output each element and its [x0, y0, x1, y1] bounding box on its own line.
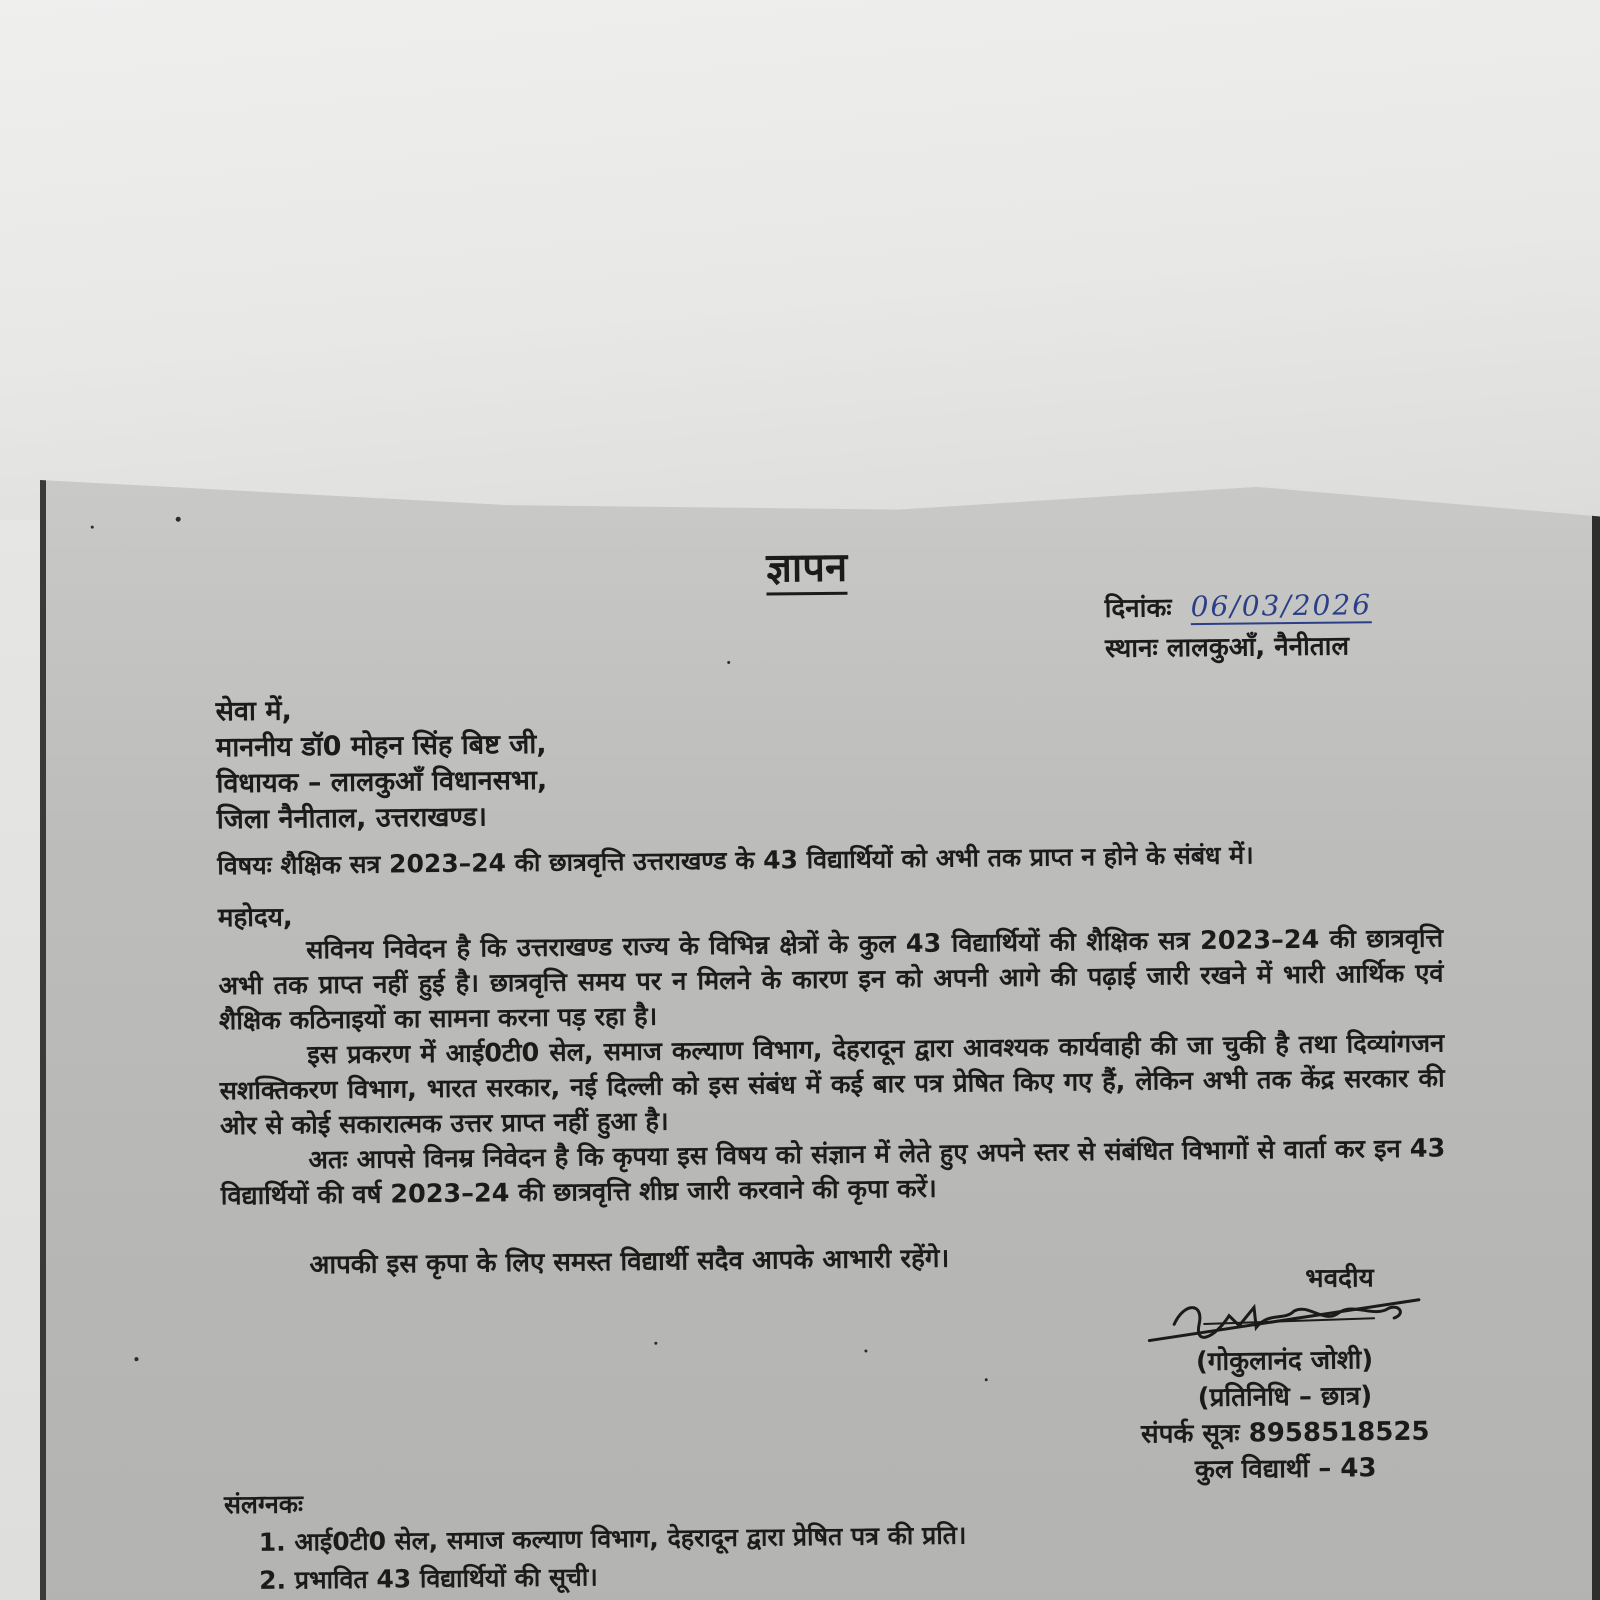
paper-speck: [176, 517, 181, 522]
recipient-line: जिला नैनीताल, उत्तराखण्ड।: [216, 801, 488, 836]
paper-speck: [134, 1357, 138, 1361]
closing-word: भवदीय: [1305, 1263, 1374, 1294]
thanks-line: आपकी इस कृपा के लिए समस्त विद्यार्थी सदैव आपके आभारी रहेंगे।: [309, 1243, 950, 1281]
recipient-address: [216, 691, 548, 838]
letter-body: [218, 921, 1446, 1214]
body-paragraph: सविनय निवेदन है कि उत्तराखण्ड राज्य के विभिन्न क्षेत्रों के कुल 43 विद्यार्थियों की शैक्षिक सत्र 2023–24 की छात्रवृत्ति अभी तक प्राप्त नहीं हुई है। छात्रवृत्ति समय पर न मिलने के कारण इन को अपनी आगे की पढ़ाई जारी रखने में भारी आर्थिक एवं शैक्षिक कठिनाइयों का सामना करना पड़ रहा है।: [218, 923, 1444, 1037]
handwritten-signature: [1144, 1292, 1425, 1345]
enclosure-item: 1. आई0टी0 सेल, समाज कल्याण विभाग, देहरादून द्वारा प्रेषित पत्र की प्रति।: [294, 1517, 966, 1562]
paper-speck: [727, 661, 730, 664]
paper-speck: [864, 1350, 867, 1353]
subject-line: विषयः शैक्षिक सत्र 2023–24 की छात्रवृत्ति उत्तराखण्ड के 43 विद्यार्थियों को अभी तक प्राप्त न होने के संबंध में।: [217, 840, 1254, 881]
date-value: 06/03/2026: [1190, 588, 1373, 624]
signature-block: [1134, 1260, 1436, 1489]
body-paragraph: इस प्रकरण में आई0टी0 सेल, समाज कल्याण विभाग, देहरादून द्वारा आवश्यक कार्यवाही की जा चुकी है तथा दिव्यांगजन सशक्तिकरण विभाग, भारत सरकार, नई दिल्ली को इस संबंध में कई बार पत्र प्रेषित किए गए हैं, लेकिन अभी तक केंद्र सरकार की ओर से कोई सकारात्मक उत्तर प्राप्त नहीं हुआ है।: [219, 1028, 1445, 1142]
salutation: महोदय,: [217, 902, 293, 934]
signatory-role: (प्रतिनिधि – छात्र): [1197, 1381, 1373, 1414]
enclosures-heading: संलग्नकः: [223, 1489, 304, 1520]
recipient-line: विधायक – लालकुआँ विधानसभा,: [216, 764, 548, 800]
paper-speck: [985, 1378, 988, 1381]
place-value: लालकुआँ, नैनीताल: [1166, 631, 1350, 664]
background-sheet: [0, 0, 1600, 520]
body-paragraph: अतः आपसे विनम्र निवेदन है कि कृपया इस विषय को संज्ञान में लेते हुए अपने स्तर से संबंधित विभागों से वार्ता कर इन 43 विद्यार्थियों की वर्ष 2023–24 की छात्रवृत्ति शीघ्र जारी करवाने की कृपा करें।: [220, 1133, 1446, 1212]
paper-speck: [654, 1342, 657, 1345]
memorandum-document: [35, 472, 1600, 1600]
place-label: स्थानः: [1104, 633, 1158, 664]
paper-speck: [91, 526, 94, 529]
document-title: ज्ञापन: [766, 546, 847, 596]
place-line: [1105, 626, 1349, 665]
recipient-name: माननीय डॉ0 मोहन सिंह बिष्ट जी,: [215, 728, 547, 764]
student-count: कुल विद्यार्थी – 43: [1194, 1453, 1377, 1486]
signatory-name: (गोकुलानंद जोशी): [1195, 1345, 1374, 1378]
enclosure-item: 2. प्रभावित 43 विद्यार्थियों की सूची।: [295, 1554, 967, 1599]
recipient-line: सेवा में,: [215, 695, 292, 728]
date-label: दिनांकः: [1104, 593, 1172, 625]
enclosures: [224, 1479, 967, 1600]
contact-number: संपर्क सूत्रः 8958518525: [1140, 1416, 1430, 1450]
enclosure-list: [224, 1517, 967, 1600]
date-line: [1104, 586, 1372, 625]
